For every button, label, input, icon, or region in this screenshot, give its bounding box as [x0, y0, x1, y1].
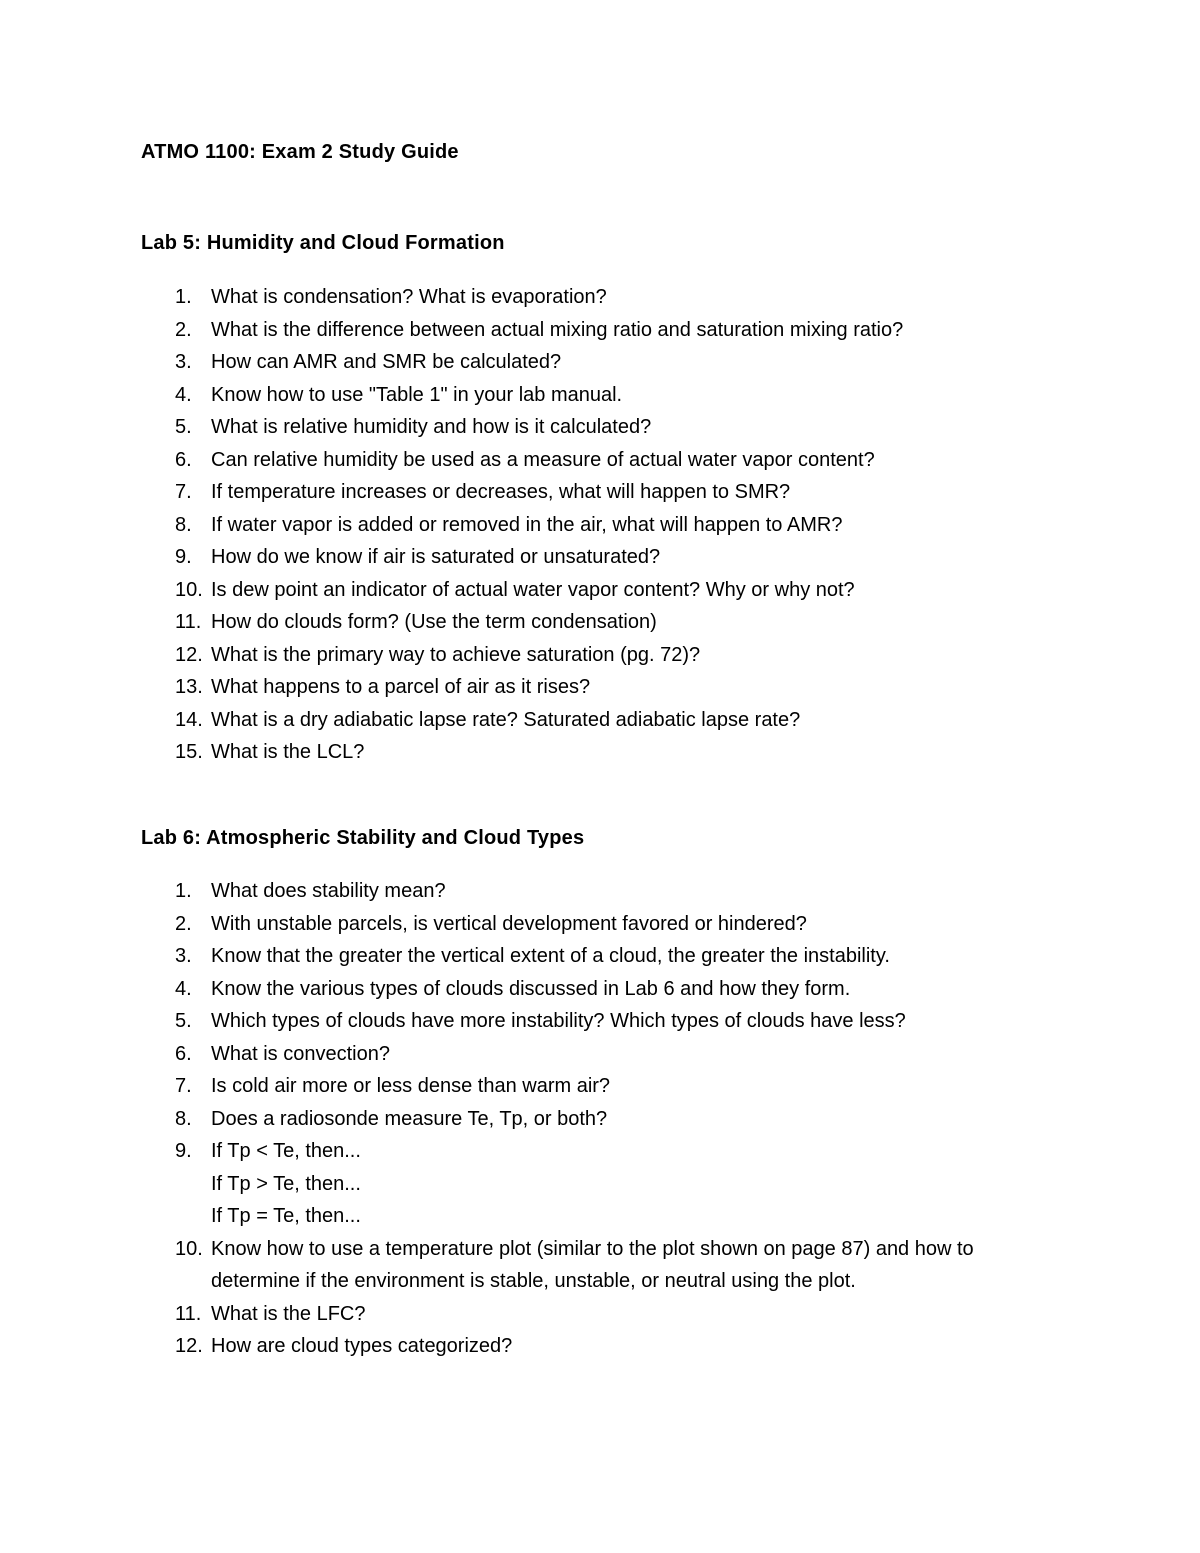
question-text: What happens to a parcel of air as it rises?	[211, 676, 591, 698]
question-number: 10.	[175, 578, 203, 601]
question-text: What is convection?	[211, 1042, 390, 1065]
lab5-question-12	[0, 639, 1200, 672]
lab6-heading: Lab 6: Atmospheric Stability and Cloud Types	[141, 827, 585, 849]
question-text: How can AMR and SMR be calculated?	[211, 351, 562, 373]
lab6-question-3	[0, 940, 1200, 973]
question-number: 8.	[175, 1107, 192, 1130]
question-text: Know how to use "Table 1" in your lab manual.	[211, 383, 623, 406]
lab5-question-6	[0, 444, 1200, 477]
question-number: 7.	[175, 481, 192, 503]
lab6-question-7	[0, 1070, 1200, 1103]
question-number: 7.	[175, 1075, 192, 1097]
lab5-question-10	[0, 574, 1200, 607]
question-number: 2.	[175, 318, 192, 341]
question-text: With unstable parcels, is vertical development favored or hindered?	[211, 912, 807, 935]
question-number: 4.	[175, 977, 192, 1000]
question-number: 12.	[175, 1335, 203, 1357]
question-number: 6.	[175, 448, 192, 471]
lab6-question-12	[0, 1330, 1200, 1363]
lab6-question-8	[0, 1103, 1200, 1136]
question-number: 15.	[175, 741, 203, 763]
question-number: 1.	[175, 286, 192, 308]
question-text-line: If Tp = Te, then...	[211, 1205, 361, 1227]
question-number: 9.	[175, 1140, 192, 1162]
lab5-question-7	[0, 476, 1200, 509]
lab6-question-4	[0, 973, 1200, 1006]
lab5-question-5	[0, 411, 1200, 444]
question-text: What is condensation? What is evaporation?	[211, 286, 607, 308]
lab6-question-1	[0, 875, 1200, 908]
question-text: Does a radiosonde measure Te, Tp, or both?	[211, 1107, 608, 1130]
question-number: 3.	[175, 351, 192, 373]
lab5-question-3	[0, 346, 1200, 379]
question-number: 6.	[175, 1042, 192, 1065]
question-text: What is relative humidity and how is it calculated?	[211, 416, 652, 438]
question-text: What is the difference between actual mixing ratio and saturation mixing ratio?	[211, 318, 904, 341]
question-number: 10.	[175, 1237, 203, 1260]
lab5-heading: Lab 5: Humidity and Cloud Formation	[141, 232, 505, 254]
question-number: 14.	[175, 708, 203, 731]
question-text: What is the primary way to achieve saturation (pg. 72)?	[211, 643, 701, 666]
lab5-question-8	[0, 509, 1200, 542]
question-text-line: If Tp > Te, then...	[211, 1172, 361, 1195]
question-text-line: If Tp < Te, then...	[211, 1140, 361, 1162]
lab5-question-4	[0, 379, 1200, 412]
lab5-question-1	[0, 281, 1200, 314]
lab5-question-9	[0, 541, 1200, 574]
question-text-line: determine if the environment is stable, unstable, or neutral using the plot.	[211, 1270, 856, 1292]
question-number: 1.	[175, 880, 192, 902]
question-text: Is cold air more or less dense than warm air?	[211, 1075, 611, 1097]
question-text: How do clouds form? (Use the term condensation)	[211, 611, 657, 633]
question-text: What does stability mean?	[211, 880, 446, 902]
question-text: Which types of clouds have more instability? Which types of clouds have less?	[211, 1010, 906, 1032]
lab5-question-11	[0, 606, 1200, 639]
lab6-question-5	[0, 1005, 1200, 1038]
lab6-question-list	[0, 875, 1200, 1363]
lab5-question-14	[0, 704, 1200, 737]
question-number: 13.	[175, 676, 203, 698]
question-number: 9.	[175, 546, 192, 568]
question-text: Know that the greater the vertical extent of a cloud, the greater the instability.	[211, 945, 890, 967]
question-number: 8.	[175, 513, 192, 536]
question-number: 11.	[175, 611, 202, 633]
question-text: How do we know if air is saturated or unsaturated?	[211, 546, 661, 568]
question-text: How are cloud types categorized?	[211, 1335, 513, 1357]
question-number: 11.	[175, 1302, 202, 1325]
lab6-question-10	[0, 1233, 1200, 1298]
question-number: 3.	[175, 945, 192, 967]
question-number: 12.	[175, 643, 203, 666]
lab5-question-15	[0, 736, 1200, 769]
question-text: Is dew point an indicator of actual water vapor content? Why or why not?	[211, 578, 855, 601]
question-text: What is the LFC?	[211, 1302, 366, 1325]
lab6-question-11	[0, 1298, 1200, 1331]
lab5-question-list	[0, 281, 1200, 769]
lab5-question-2	[0, 314, 1200, 347]
document-title: ATMO 1100: Exam 2 Study Guide	[141, 141, 459, 163]
question-text: If water vapor is added or removed in the air, what will happen to AMR?	[211, 513, 843, 536]
question-text: If temperature increases or decreases, what will happen to SMR?	[211, 481, 791, 503]
question-number: 4.	[175, 383, 192, 406]
question-text: Can relative humidity be used as a measure of actual water vapor content?	[211, 448, 875, 471]
question-text: What is the LCL?	[211, 741, 365, 763]
lab6-question-2	[0, 908, 1200, 941]
question-number: 2.	[175, 912, 192, 935]
question-number: 5.	[175, 1010, 192, 1032]
question-number: 5.	[175, 416, 192, 438]
lab6-question-6	[0, 1038, 1200, 1071]
question-text-line: Know how to use a temperature plot (similar to the plot shown on page 87) and how to	[211, 1237, 974, 1260]
lab5-question-13	[0, 671, 1200, 704]
lab6-question-9	[0, 1135, 1200, 1233]
question-text: Know the various types of clouds discussed in Lab 6 and how they form.	[211, 977, 851, 1000]
question-text: What is a dry adiabatic lapse rate? Saturated adiabatic lapse rate?	[211, 708, 801, 731]
